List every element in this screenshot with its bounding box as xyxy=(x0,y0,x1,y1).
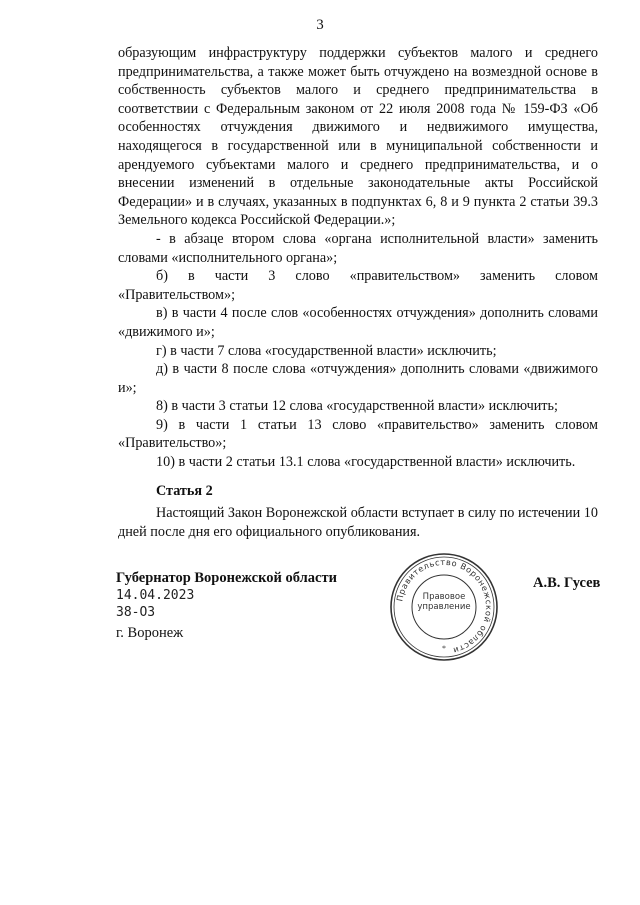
document-body xyxy=(118,44,598,541)
stamp-center-text xyxy=(413,592,475,612)
stamp-center-line-2: управление xyxy=(417,602,471,612)
paragraph-amendment-dash: - в абзаце втором слова «органа исполнительной власти» заменить словами «исполнительного органа»; xyxy=(118,230,598,266)
signature-date: 14.04.2023 xyxy=(116,588,195,603)
signature-title: Губернатор Воронежской области xyxy=(116,570,337,586)
article-heading: Статья 2 xyxy=(156,482,213,499)
paragraph-amendment-b: б) в части 3 слово «правительством» заменить словом «Правительством»; xyxy=(118,268,598,303)
signer-name: А.В. Гусев xyxy=(533,575,601,591)
law-number: 38-ОЗ xyxy=(116,605,156,620)
stamp-center-line-1: Правовое xyxy=(422,592,466,602)
paragraph-item-10: 10) в части 2 статьи 13.1 слова «государственной власти» исключить. xyxy=(156,454,576,471)
page-number: 3 xyxy=(316,17,324,33)
stamp-ring-text: Правительство Воронежской области xyxy=(394,556,495,656)
paragraph-item-8: 8) в части 3 статьи 12 слова «государственной власти» исключить; xyxy=(156,398,558,415)
paragraph-continuation: образующим инфраструктуру поддержки субъектов малого и среднего предпринимательства, а также может быть отчуждено на возмездной основе в собственность субъектов малого и среднего предпринимательства в соответствии с Федеральным законом от 22 июля 2008 года № 159-ФЗ «Об особенностях отчуждения движимого и недвижимого имущества, находящегося в государственной или в муниципальной собственности и арендуемого субъектами малого и среднего предпринимательства, и о внесении изменений в отдельные законодательные акты Российской Федерации» и в случаях, указанных в подпунктах 6, 8 и 9 пункта 2 статьи 39.3 Земельного кодекса Российской Федерации.»; xyxy=(118,45,598,229)
paragraph-amendment-v: в) в части 4 после слов «особенностях отчуждения» дополнить словами «движимого и»; xyxy=(118,305,598,340)
paragraph-item-9: 9) в части 1 статьи 13 слово «правительство» заменить словом «Правительство»; xyxy=(118,416,598,452)
article-text: Настоящий Закон Воронежской области вступает в силу по истечении 10 дней после дня его официального опубликования. xyxy=(118,505,598,540)
paragraph-amendment-g: г) в части 7 слова «государственной власти» исключить; xyxy=(156,342,497,359)
signature-city: г. Воронеж xyxy=(116,625,184,641)
paragraph-amendment-d: д) в части 8 после слова «отчуждения» дополнить словами «движимого и»; xyxy=(118,361,598,396)
stamp-star-icon: * xyxy=(442,644,446,653)
